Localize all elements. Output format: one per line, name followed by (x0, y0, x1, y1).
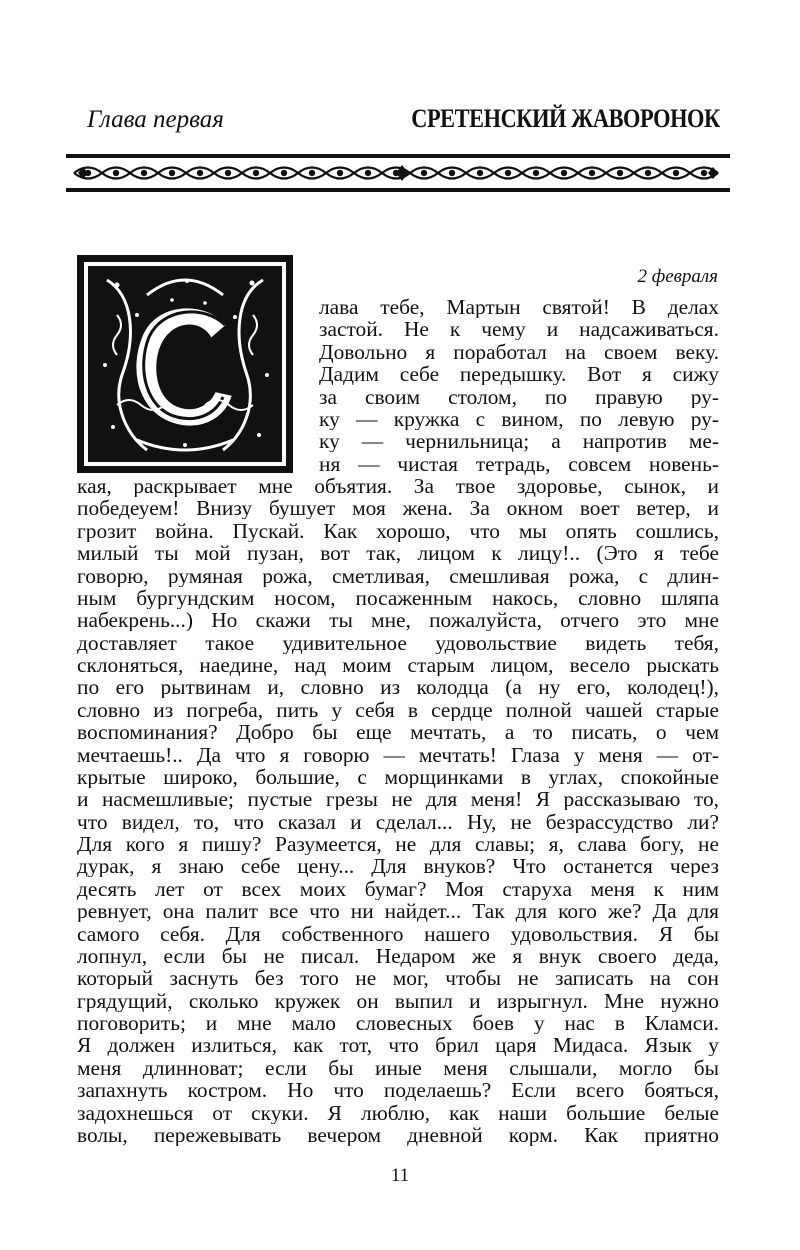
text-line: милый ты мой пузан, вот так, лицом к лицу!.. (Это я тебе (77, 542, 719, 564)
illuminated-initial-icon (77, 255, 293, 473)
text-line: склоняться, наедине, над моим старым лицом, весело рыскать (77, 654, 719, 676)
text-line: меня длинноват; если бы иные меня слышали, могло бы (77, 1057, 719, 1079)
text-line: грядущий, сколько кружек он выпил и изрыгнул. Мне нужно (77, 990, 719, 1012)
text-line: воспоминания? Добро бы еще мечтать, а то писать, о чем (77, 721, 719, 743)
text-line: застой. Не к чему и надсаживаться. (319, 318, 719, 340)
text-line: ня — чистая тетрадь, совсем новень- (319, 453, 719, 475)
text-line: Дадим себе передышку. Вот я сижу (319, 363, 719, 385)
text-line: кая, раскрывает мне объятия. За твое здоровье, сынок, и (77, 475, 719, 497)
text-line: дурак, я знаю себе цену... Для внуков? Что останется через (77, 855, 719, 877)
text-line: ным бургундским носом, посаженным накось, словно шляпа (77, 587, 719, 609)
text-line: десять лет от всех моих бумаг? Моя старуха меня к ним (77, 878, 719, 900)
entry-date: 2 февраля (637, 266, 718, 287)
text-line: Для кого я пишу? Разумеется, не для славы; я, слава богу, не (77, 833, 719, 855)
page-number: 11 (390, 1165, 410, 1186)
text-line: ревнует, она палит все что ни найдет... Так для кого же? Да для (77, 900, 719, 922)
text-line: набекрень...) Но скажи ты мне, пожалуйста, отчего это мне (77, 609, 719, 631)
text-line: мечтаешь!.. Да что я говорю — мечтать! Глаза у меня — от- (77, 744, 719, 766)
text-line: который заснуть без того не мог, чтобы не записать на сон (77, 967, 719, 989)
text-line: за своим столом, по правую ру- (319, 386, 719, 408)
text-line: лава тебе, Мартын святой! В делах (319, 296, 719, 318)
text-line: самого себя. Для собственного нашего удовольствия. Я бы (77, 923, 719, 945)
text-line: победеуем! Внизу бушует моя жена. За окном воет ветер, и (77, 497, 719, 519)
text-line: и насмешливые; пустые грезы не для меня! Я рассказываю то, (77, 788, 719, 810)
text-line: Я должен излиться, как тот, что брил царя Мидаса. Язык у (77, 1034, 719, 1056)
text-line: словно из погреба, пить у себя в сердце полной чашей старые (77, 699, 719, 721)
text-line: волы, пережевывать вечером дневной корм. Как приятно (77, 1124, 719, 1146)
text-line: запахнуть костром. Но что поделаешь? Если всего бояться, (77, 1079, 719, 1101)
text-line: лопнул, если бы не писал. Недаром же я внук своего деда, (77, 945, 719, 967)
text-line: говорю, румяная рожа, сметливая, смешливая рожа, с длин- (77, 565, 719, 587)
text-line: доставляет такое удивительное удовольствие видеть тебя, (77, 632, 719, 654)
text-line: задохнешься от скуки. Я люблю, как наши большие белые (77, 1102, 719, 1124)
text-line: по его рытвинам и, словно из колодца (а ну его, колодец!), (77, 676, 719, 698)
text-line: поговорить; и мне мало словесных боев у нас в Кламси. (77, 1012, 719, 1034)
floral-border-icon (66, 152, 730, 194)
text-line: что видел, то, что сказал и сделал... Ну, не безрассудство ли? (77, 811, 719, 833)
text-line: грозит война. Пускай. Как хорошо, что мы опять сошлись, (77, 520, 719, 542)
text-line: Довольно я поработал на своем веку. (319, 341, 719, 363)
text-line: ку — кружка с вином, по левую ру- (319, 408, 719, 430)
chapter-title: СРЕТЕНСКИЙ ЖАВОРОНОК (411, 104, 720, 133)
text-line: ку — чернильница; а напротив ме- (319, 430, 719, 452)
text-line: крытые широко, большие, с морщинками в углах, спокойные (77, 766, 719, 788)
chapter-heading: Глава первая (87, 106, 224, 133)
